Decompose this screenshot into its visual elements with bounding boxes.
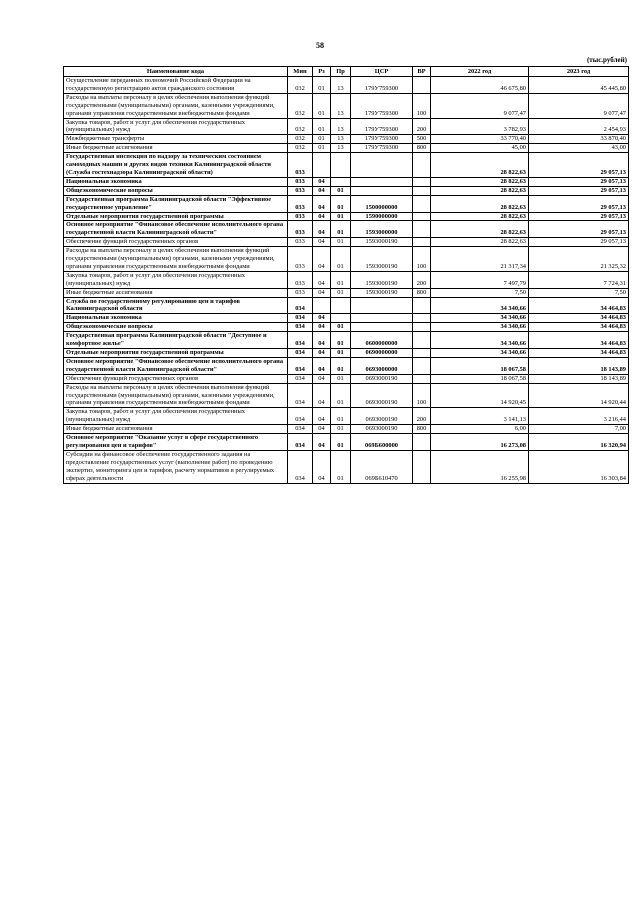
cell-min: 033 (288, 238, 313, 247)
cell-rz: 04 (313, 212, 331, 221)
cell-min: 034 (288, 408, 313, 425)
cell-csr: 0693000190 (351, 374, 413, 383)
cell-csr: 0693000190 (351, 408, 413, 425)
cell-name: Иные бюджетные ассигнования (64, 288, 288, 297)
cell-pr: 01 (331, 383, 351, 408)
cell-min: 034 (288, 297, 313, 314)
cell-pr: 01 (331, 221, 351, 238)
cell-csr: 0693000190 (351, 383, 413, 408)
cell-2023: 29 057,13 (529, 153, 629, 178)
cell-pr: 13 (331, 93, 351, 118)
cell-pr: 01 (331, 349, 351, 358)
cell-min: 034 (288, 434, 313, 451)
table-row (64, 434, 629, 451)
cell-name: Отдельные мероприятия государственной программы (64, 349, 288, 358)
page-number: 58 (316, 41, 324, 50)
cell-2023: 34 464,83 (529, 332, 629, 349)
cell-pr: 01 (331, 434, 351, 451)
cell-min: 034 (288, 450, 313, 483)
cell-2023: 7,50 (529, 288, 629, 297)
cell-2022: 3 782,93 (431, 118, 529, 135)
cell-2023: 7 724,31 (529, 271, 629, 288)
cell-2023: 16 303,84 (529, 450, 629, 483)
cell-name: Основное мероприятие "Оказание услуг в сфере государственного регулирования цен и тарифов" (64, 434, 288, 451)
cell-csr: 1593000000 (351, 221, 413, 238)
cell-csr (351, 314, 413, 323)
cell-csr: 179У759300 (351, 135, 413, 144)
table-row (64, 118, 629, 135)
cell-vr: 800 (413, 144, 431, 153)
cell-name: Государственная программа Калининградской области "Доступное и комфортное жилье" (64, 332, 288, 349)
cell-rz (313, 153, 331, 178)
cell-pr: 01 (331, 332, 351, 349)
cell-rz: 04 (313, 238, 331, 247)
cell-csr: 1593000190 (351, 238, 413, 247)
cell-min: 033 (288, 195, 313, 212)
cell-min: 034 (288, 332, 313, 349)
cell-min: 034 (288, 314, 313, 323)
table-body (64, 77, 629, 484)
cell-pr: 01 (331, 374, 351, 383)
cell-2022: 14 920,45 (431, 383, 529, 408)
cell-pr (331, 153, 351, 178)
cell-rz: 04 (313, 450, 331, 483)
cell-csr: 1500000000 (351, 195, 413, 212)
cell-min: 032 (288, 77, 313, 94)
cell-2023: 18 143,89 (529, 374, 629, 383)
cell-name: Субсидии на финансовое обеспечение государственного задания на предоставление государственных услуг (выполнение работ) по проведению экспертиз, мониторинга цен и тарифов, расчету нормативов в регулируемых сферах деятельности (64, 450, 288, 483)
cell-rz: 04 (313, 177, 331, 186)
header-csr: ЦСР (351, 67, 413, 77)
cell-min: 034 (288, 357, 313, 374)
cell-name: Закупка товаров, работ и услуг для обеспечения государственных (муниципальных) нужд (64, 408, 288, 425)
cell-2023: 34 464,83 (529, 314, 629, 323)
cell-vr: 800 (413, 425, 431, 434)
cell-name: Отдельные мероприятия государственной программы (64, 212, 288, 221)
cell-pr: 01 (331, 288, 351, 297)
cell-2023: 18 143,89 (529, 357, 629, 374)
cell-2022: 28 822,63 (431, 177, 529, 186)
cell-vr (413, 357, 431, 374)
cell-pr (331, 297, 351, 314)
cell-vr (413, 153, 431, 178)
cell-csr: 179У759300 (351, 144, 413, 153)
cell-pr (331, 314, 351, 323)
cell-2023: 9 077,47 (529, 93, 629, 118)
cell-2022: 34 340,66 (431, 349, 529, 358)
cell-csr (351, 186, 413, 195)
cell-2023: 21 325,32 (529, 247, 629, 272)
cell-min: 032 (288, 118, 313, 135)
table-row (64, 374, 629, 383)
table-row (64, 212, 629, 221)
table-row (64, 314, 629, 323)
table-row (64, 323, 629, 332)
cell-2022: 3 141,13 (431, 408, 529, 425)
cell-vr (413, 221, 431, 238)
cell-vr: 100 (413, 383, 431, 408)
cell-rz: 04 (313, 357, 331, 374)
cell-pr: 01 (331, 271, 351, 288)
cell-min: 032 (288, 93, 313, 118)
cell-2022: 28 822,63 (431, 186, 529, 195)
cell-2022: 9 077,47 (431, 93, 529, 118)
cell-rz: 01 (313, 77, 331, 94)
cell-vr (413, 212, 431, 221)
cell-2022: 28 822,63 (431, 238, 529, 247)
cell-vr: 800 (413, 288, 431, 297)
cell-rz: 04 (313, 434, 331, 451)
cell-csr: 1590000000 (351, 212, 413, 221)
cell-name: Обеспечение функций государственных органов (64, 374, 288, 383)
cell-2022: 46 675,80 (431, 77, 529, 94)
cell-rz: 04 (313, 349, 331, 358)
cell-vr: 200 (413, 271, 431, 288)
cell-2022: 18 067,58 (431, 374, 529, 383)
cell-rz: 04 (313, 288, 331, 297)
header-min: Мин (288, 67, 313, 77)
header-2023: 2023 год (529, 67, 629, 77)
cell-pr: 01 (331, 450, 351, 483)
cell-pr: 01 (331, 247, 351, 272)
cell-rz: 04 (313, 332, 331, 349)
cell-vr (413, 450, 431, 483)
table-row (64, 135, 629, 144)
header-2022: 2022 год (431, 67, 529, 77)
cell-2022: 16 273,08 (431, 434, 529, 451)
cell-csr: 069Б600000 (351, 434, 413, 451)
cell-name: Национальная экономика (64, 314, 288, 323)
cell-2023: 45 445,80 (529, 77, 629, 94)
cell-rz: 01 (313, 93, 331, 118)
cell-vr (413, 349, 431, 358)
cell-csr (351, 153, 413, 178)
cell-min: 033 (288, 221, 313, 238)
cell-rz: 01 (313, 135, 331, 144)
cell-rz: 04 (313, 271, 331, 288)
cell-vr: 100 (413, 93, 431, 118)
table-row (64, 357, 629, 374)
cell-2023: 33 870,40 (529, 135, 629, 144)
cell-rz: 04 (313, 221, 331, 238)
cell-vr (413, 332, 431, 349)
cell-vr (413, 297, 431, 314)
cell-pr: 13 (331, 135, 351, 144)
cell-2023: 14 920,44 (529, 383, 629, 408)
cell-2023: 29 057,13 (529, 212, 629, 221)
cell-pr: 01 (331, 212, 351, 221)
cell-min: 033 (288, 212, 313, 221)
cell-min: 032 (288, 144, 313, 153)
cell-2023: 3 216,44 (529, 408, 629, 425)
cell-name: Общеэкономические вопросы (64, 186, 288, 195)
cell-pr: 01 (331, 323, 351, 332)
cell-csr: 0690000000 (351, 349, 413, 358)
cell-min: 032 (288, 135, 313, 144)
budget-table (63, 66, 629, 484)
cell-rz: 04 (313, 195, 331, 212)
cell-2023: 34 464,83 (529, 349, 629, 358)
cell-csr: 1593000190 (351, 247, 413, 272)
cell-csr: 0693000190 (351, 425, 413, 434)
header-rz: Рз (313, 67, 331, 77)
cell-rz: 01 (313, 118, 331, 135)
cell-vr (413, 195, 431, 212)
cell-rz: 04 (313, 314, 331, 323)
cell-pr: 01 (331, 357, 351, 374)
cell-csr: 1593000190 (351, 288, 413, 297)
cell-2022: 16 255,98 (431, 450, 529, 483)
cell-2022: 34 340,66 (431, 332, 529, 349)
cell-min: 033 (288, 271, 313, 288)
cell-name: Межбюджетные трансферты (64, 135, 288, 144)
table-row (64, 195, 629, 212)
cell-name: Расходы на выплаты персоналу в целях обеспечения выполнения функций государственными (муниципальными) органами, казенными учреждениями, органами управления государственными внебюджетными фондами (64, 247, 288, 272)
cell-csr: 179У759300 (351, 93, 413, 118)
cell-2023: 34 464,83 (529, 297, 629, 314)
cell-2022: 6,00 (431, 425, 529, 434)
cell-name: Закупка товаров, работ и услуг для обеспечения государственных (муниципальных) нужд (64, 271, 288, 288)
header-pr: Пр (331, 67, 351, 77)
cell-2023: 16 320,94 (529, 434, 629, 451)
cell-2023: 43,00 (529, 144, 629, 153)
cell-csr: 0693000000 (351, 357, 413, 374)
cell-min: 033 (288, 288, 313, 297)
cell-2023: 29 057,13 (529, 221, 629, 238)
cell-2022: 7 497,79 (431, 271, 529, 288)
cell-rz: 04 (313, 374, 331, 383)
cell-pr: 01 (331, 238, 351, 247)
cell-vr (413, 323, 431, 332)
cell-csr: 0600000000 (351, 332, 413, 349)
cell-2023: 29 057,13 (529, 195, 629, 212)
cell-pr (331, 177, 351, 186)
cell-name: Основное мероприятие "Финансовое обеспечение исполнительного органа государственной власти Калининградской области" (64, 221, 288, 238)
table-row (64, 144, 629, 153)
header-name: Наименование кода (64, 67, 288, 77)
table-row (64, 408, 629, 425)
cell-vr (413, 177, 431, 186)
cell-2022: 28 822,63 (431, 212, 529, 221)
cell-name: Расходы на выплаты персоналу в целях обеспечения выполнения функций государственными (муниципальными) органами, казенными учреждениями, органами управления государственными внебюджетными фондами (64, 93, 288, 118)
cell-rz: 04 (313, 247, 331, 272)
cell-name: Расходы на выплаты персоналу в целях обеспечения выполнения функций государственными (муниципальными) органами, казенными учреждениями, органами управления государственными внебюджетными фондами (64, 383, 288, 408)
cell-min: 033 (288, 247, 313, 272)
cell-vr (413, 314, 431, 323)
table-row (64, 177, 629, 186)
cell-min: 034 (288, 349, 313, 358)
cell-csr (351, 297, 413, 314)
cell-rz: 01 (313, 144, 331, 153)
cell-csr: 179У759300 (351, 77, 413, 94)
cell-2022: 33 770,40 (431, 135, 529, 144)
cell-min: 033 (288, 186, 313, 195)
cell-pr: 01 (331, 195, 351, 212)
table-row (64, 93, 629, 118)
cell-rz: 04 (313, 408, 331, 425)
cell-2023: 34 464,83 (529, 323, 629, 332)
table-row (64, 77, 629, 94)
table-row (64, 383, 629, 408)
cell-pr: 13 (331, 118, 351, 135)
cell-2022: 34 340,66 (431, 314, 529, 323)
cell-min: 033 (288, 153, 313, 178)
table-header-row (64, 67, 629, 77)
table-row (64, 297, 629, 314)
table-row (64, 186, 629, 195)
cell-vr: 500 (413, 135, 431, 144)
cell-pr: 01 (331, 425, 351, 434)
cell-min: 034 (288, 374, 313, 383)
cell-csr (351, 177, 413, 186)
cell-csr: 179У759300 (351, 118, 413, 135)
cell-min: 033 (288, 177, 313, 186)
table-row (64, 153, 629, 178)
cell-name: Иные бюджетные ассигнования (64, 144, 288, 153)
cell-name: Служба по государственному регулированию цен и тарифов Калининградской области (64, 297, 288, 314)
cell-2023: 29 057,13 (529, 177, 629, 186)
table-row (64, 247, 629, 272)
cell-pr: 01 (331, 186, 351, 195)
cell-2022: 18 067,58 (431, 357, 529, 374)
cell-2023: 7,00 (529, 425, 629, 434)
cell-name: Обеспечение функций государственных органов (64, 238, 288, 247)
header-vr: ВР (413, 67, 431, 77)
cell-2022: 28 822,63 (431, 195, 529, 212)
cell-rz: 04 (313, 383, 331, 408)
units-label: (тыс.рублей) (586, 56, 627, 64)
cell-2022: 21 317,34 (431, 247, 529, 272)
cell-2022: 45,00 (431, 144, 529, 153)
cell-rz: 04 (313, 323, 331, 332)
cell-vr (413, 374, 431, 383)
cell-rz: 04 (313, 186, 331, 195)
cell-2023: 29 057,13 (529, 238, 629, 247)
cell-pr: 01 (331, 408, 351, 425)
cell-2023: 29 057,13 (529, 186, 629, 195)
cell-csr: 1593000190 (351, 271, 413, 288)
cell-min: 034 (288, 323, 313, 332)
cell-min: 034 (288, 425, 313, 434)
cell-vr (413, 238, 431, 247)
cell-vr (413, 434, 431, 451)
cell-pr: 13 (331, 144, 351, 153)
table-row (64, 271, 629, 288)
cell-name: Осуществление переданных полномочий Российской Федерации на государственную регистрацию актов гражданского состояния (64, 77, 288, 94)
cell-vr: 200 (413, 408, 431, 425)
table-row (64, 349, 629, 358)
cell-2022: 34 340,66 (431, 297, 529, 314)
cell-vr: 100 (413, 247, 431, 272)
table-row (64, 332, 629, 349)
cell-name: Государственная инспекция по надзору за техническим состоянием самоходных машин и других видов техники Калининградской области (Служба гостехнадзора Калининградской области) (64, 153, 288, 178)
table-row (64, 425, 629, 434)
cell-2022: 28 822,63 (431, 221, 529, 238)
cell-vr: 200 (413, 118, 431, 135)
cell-rz: 04 (313, 425, 331, 434)
cell-name: Иные бюджетные ассигнования (64, 425, 288, 434)
cell-name: Закупка товаров, работ и услуг для обеспечения государственных (муниципальных) нужд (64, 118, 288, 135)
cell-pr: 13 (331, 77, 351, 94)
cell-2022: 34 340,66 (431, 323, 529, 332)
cell-min: 034 (288, 383, 313, 408)
cell-2023: 2 454,93 (529, 118, 629, 135)
cell-name: Основное мероприятие "Финансовое обеспечение исполнительного органа государственной власти Калининградской области" (64, 357, 288, 374)
cell-csr (351, 323, 413, 332)
cell-name: Общеэкономические вопросы (64, 323, 288, 332)
cell-rz (313, 297, 331, 314)
cell-name: Государственная программа Калининградской области "Эффективное государственное управление" (64, 195, 288, 212)
table-row (64, 221, 629, 238)
table-row (64, 288, 629, 297)
cell-2022: 28 822,63 (431, 153, 529, 178)
cell-csr: 069Б610470 (351, 450, 413, 483)
cell-2022: 7,50 (431, 288, 529, 297)
table-row (64, 450, 629, 483)
cell-vr (413, 77, 431, 94)
cell-name: Национальная экономика (64, 177, 288, 186)
table-row (64, 238, 629, 247)
cell-vr (413, 186, 431, 195)
